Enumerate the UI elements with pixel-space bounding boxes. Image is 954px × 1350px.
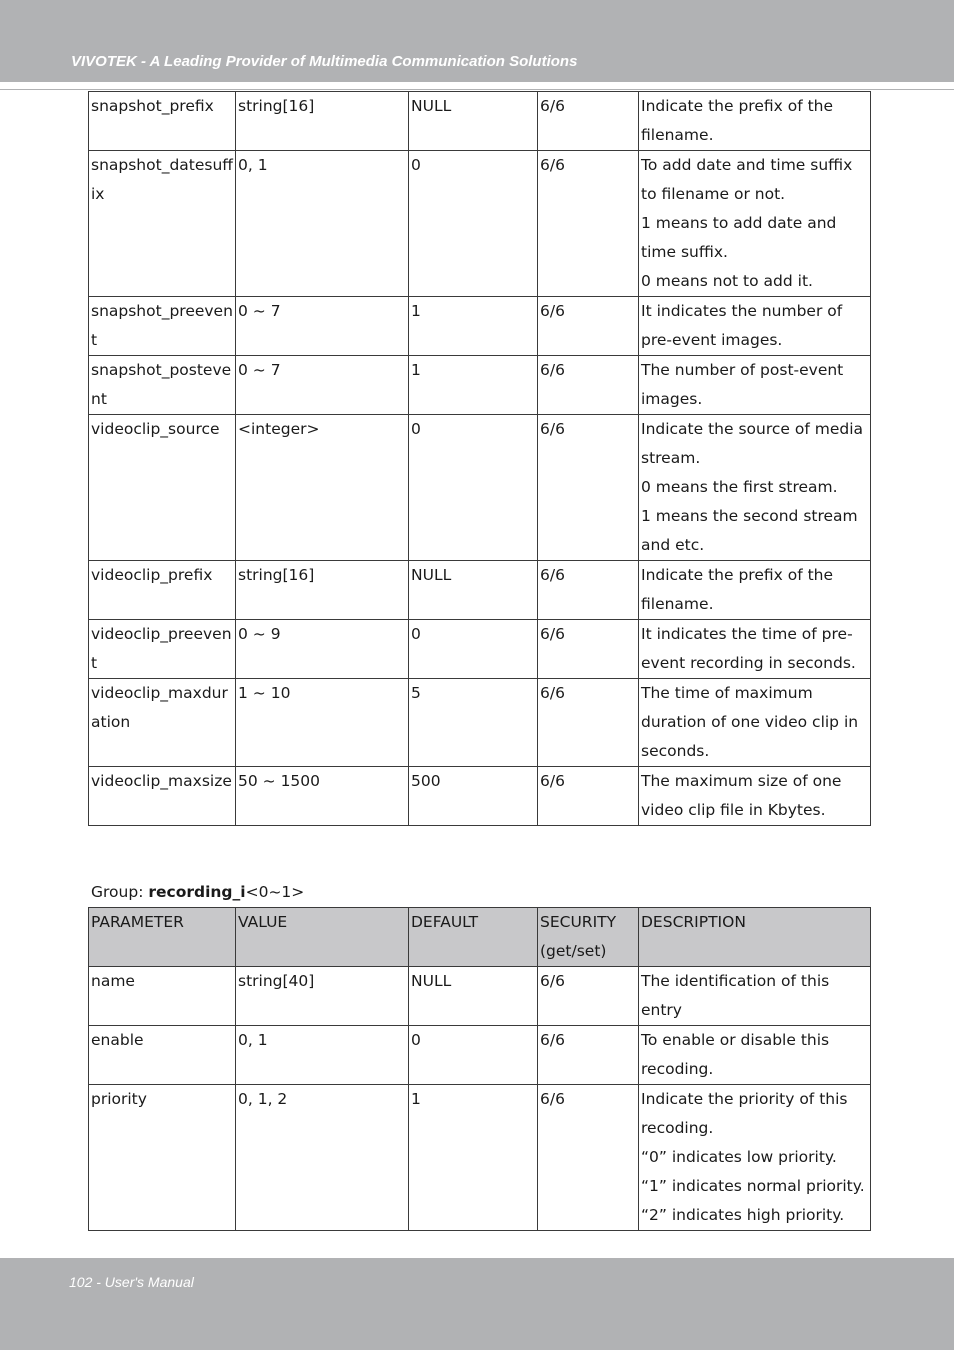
description-line: The number of post-event images. <box>641 361 844 408</box>
description-line: The identification of this entry <box>641 972 830 1019</box>
cell-description <box>639 1026 871 1085</box>
cell-parameter: snapshot_prefix <box>89 92 236 151</box>
cell-description <box>639 297 871 356</box>
cell-description <box>639 620 871 679</box>
cell-default: 1 <box>409 297 538 356</box>
cell-value: 0 ~ 7 <box>236 297 409 356</box>
cell-default: NULL <box>409 561 538 620</box>
cell-description <box>639 92 871 151</box>
description-line: To add date and time suffix to filename or not. <box>641 156 853 203</box>
description-line: Indicate the prefix of the filename. <box>641 566 834 613</box>
table-header-row <box>89 908 871 967</box>
description-line: The maximum size of one video clip file in Kbytes. <box>641 772 842 819</box>
table-row <box>89 151 871 297</box>
cell-value: 0, 1, 2 <box>236 1085 409 1231</box>
cell-default: NULL <box>409 967 538 1026</box>
cell-security: 6/6 <box>538 1026 639 1085</box>
description-line: Indicate the source of media stream. <box>641 420 864 467</box>
cell-default: NULL <box>409 92 538 151</box>
header-description: DESCRIPTION <box>639 908 871 967</box>
cell-description <box>639 151 871 297</box>
cell-default: 1 <box>409 1085 538 1231</box>
table-row <box>89 1026 871 1085</box>
description-line: 1 means the second stream and etc. <box>641 507 858 554</box>
description-line: It indicates the time of pre-event recording in seconds. <box>641 625 856 672</box>
cell-security: 6/6 <box>538 620 639 679</box>
description-line: 0 means not to add it. <box>641 272 813 290</box>
table-row <box>89 561 871 620</box>
table-row <box>89 967 871 1026</box>
parameter-table-continued <box>88 91 871 826</box>
cell-description <box>639 561 871 620</box>
description-line: “2” indicates high priority. <box>641 1206 845 1224</box>
cell-security: 6/6 <box>538 415 639 561</box>
group-prefix: Group: <box>91 883 149 901</box>
recording-parameter-table <box>88 907 871 1231</box>
cell-parameter: videoclip_source <box>89 415 236 561</box>
cell-description <box>639 679 871 767</box>
cell-value: 50 ~ 1500 <box>236 767 409 826</box>
header-default: DEFAULT <box>409 908 538 967</box>
cell-parameter: snapshot_preevent <box>89 297 236 356</box>
cell-description <box>639 1085 871 1231</box>
cell-value: 0, 1 <box>236 1026 409 1085</box>
cell-default: 0 <box>409 151 538 297</box>
description-line: To enable or disable this recoding. <box>641 1031 830 1078</box>
cell-value: 0 ~ 9 <box>236 620 409 679</box>
cell-security: 6/6 <box>538 767 639 826</box>
cell-security: 6/6 <box>538 151 639 297</box>
page-header <box>0 0 954 82</box>
cell-default: 0 <box>409 415 538 561</box>
table-row <box>89 297 871 356</box>
header-security: SECURITY (get/set) <box>538 908 639 967</box>
description-line: It indicates the number of pre-event images. <box>641 302 843 349</box>
cell-default: 0 <box>409 620 538 679</box>
cell-value: 0 ~ 7 <box>236 356 409 415</box>
group-suffix: <0~1> <box>245 883 305 901</box>
cell-parameter: videoclip_maxduration <box>89 679 236 767</box>
cell-parameter: videoclip_prefix <box>89 561 236 620</box>
cell-description <box>639 967 871 1026</box>
description-line: “1” indicates normal priority. <box>641 1177 865 1195</box>
header-value: VALUE <box>236 908 409 967</box>
cell-description <box>639 356 871 415</box>
description-line: Indicate the priority of this recoding. <box>641 1090 848 1137</box>
cell-value: string[40] <box>236 967 409 1026</box>
cell-default: 1 <box>409 356 538 415</box>
table-row <box>89 415 871 561</box>
cell-parameter: videoclip_preevent <box>89 620 236 679</box>
cell-security: 6/6 <box>538 356 639 415</box>
cell-default: 0 <box>409 1026 538 1085</box>
table-row <box>89 356 871 415</box>
cell-description <box>639 415 871 561</box>
description-line: Indicate the prefix of the filename. <box>641 97 834 144</box>
cell-security: 6/6 <box>538 1085 639 1231</box>
cell-security: 6/6 <box>538 561 639 620</box>
cell-security: 6/6 <box>538 967 639 1026</box>
description-line: 0 means the first stream. <box>641 478 838 496</box>
cell-default: 5 <box>409 679 538 767</box>
group-name: recording_i <box>148 883 246 901</box>
description-line: The time of maximum duration of one video clip in seconds. <box>641 684 859 760</box>
header-title: VIVOTEK - A Leading Provider of Multimedia Communication Solutions <box>71 53 578 70</box>
cell-value: 0, 1 <box>236 151 409 297</box>
cell-value: string[16] <box>236 92 409 151</box>
header-parameter: PARAMETER <box>89 908 236 967</box>
cell-parameter: snapshot_postevent <box>89 356 236 415</box>
description-line: 1 means to add date and time suffix. <box>641 214 837 261</box>
header-divider <box>0 89 954 90</box>
cell-security: 6/6 <box>538 92 639 151</box>
cell-security: 6/6 <box>538 297 639 356</box>
cell-description <box>639 767 871 826</box>
page-footer <box>0 1258 954 1350</box>
description-line: “0” indicates low priority. <box>641 1148 837 1166</box>
cell-security: 6/6 <box>538 679 639 767</box>
table-row <box>89 1085 871 1231</box>
table-row <box>89 92 871 151</box>
cell-value: 1 ~ 10 <box>236 679 409 767</box>
table-row <box>89 767 871 826</box>
group-heading <box>91 878 304 907</box>
cell-parameter: priority <box>89 1085 236 1231</box>
page-number: 102 - User's Manual <box>69 1274 194 1290</box>
cell-parameter: snapshot_datesuffix <box>89 151 236 297</box>
cell-parameter: name <box>89 967 236 1026</box>
table-row <box>89 620 871 679</box>
table-row <box>89 679 871 767</box>
cell-value: <integer> <box>236 415 409 561</box>
cell-default: 500 <box>409 767 538 826</box>
cell-parameter: enable <box>89 1026 236 1085</box>
cell-parameter: videoclip_maxsize <box>89 767 236 826</box>
cell-value: string[16] <box>236 561 409 620</box>
